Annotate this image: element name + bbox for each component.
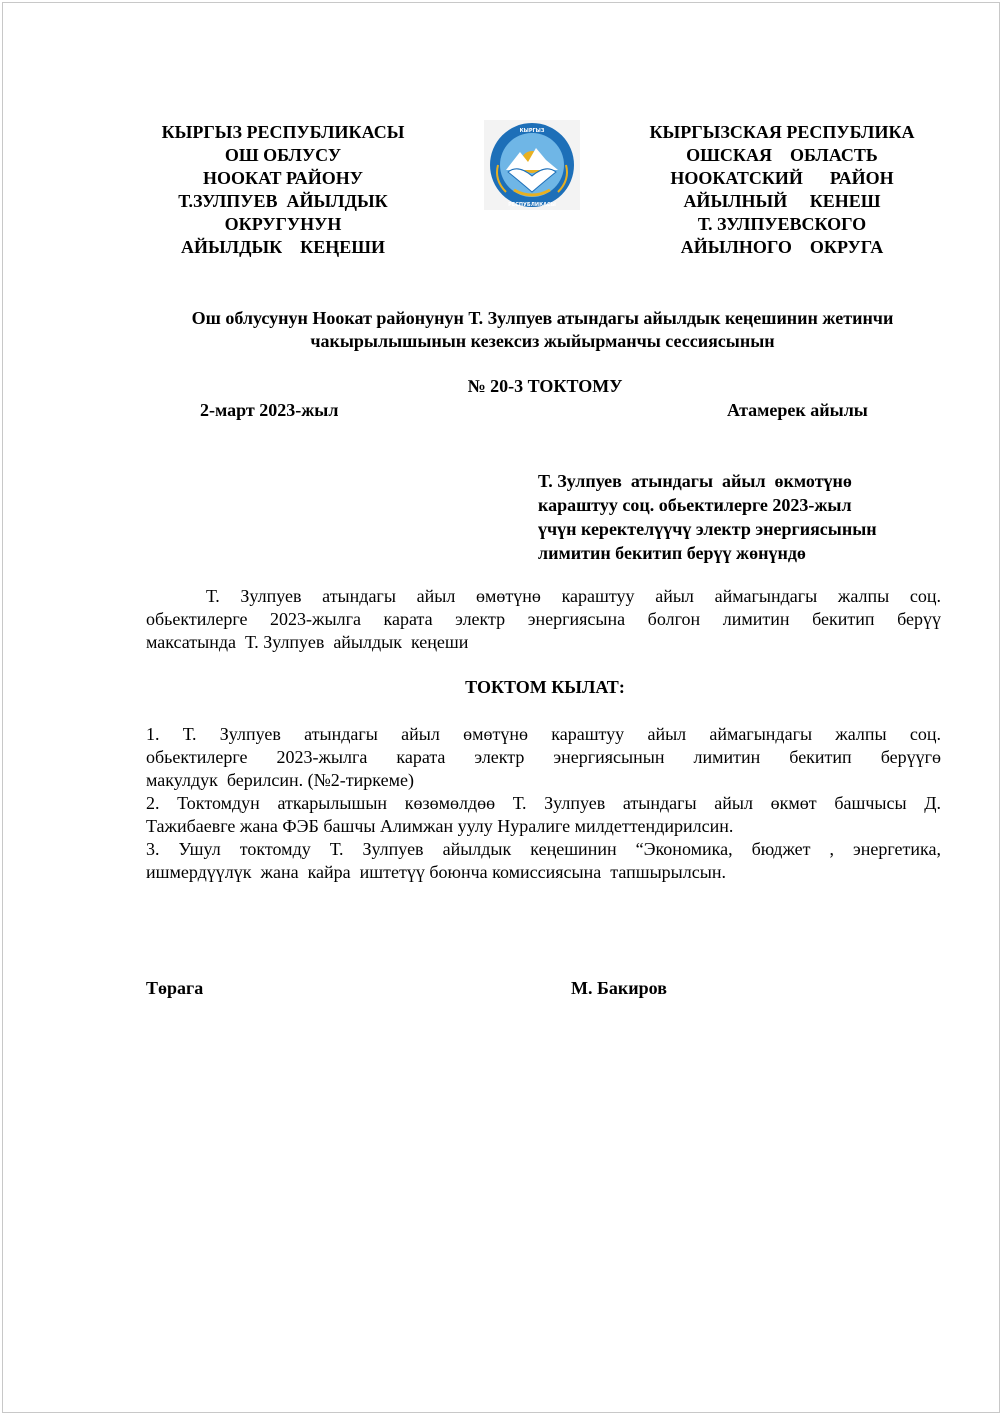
title-line-1: Ош облусунун Ноокат районунун Т. Зулпуев атындагы айылдык кеңешинин жетинчи bbox=[191, 308, 894, 328]
document-title bbox=[120, 307, 965, 353]
header-left-line: Т.ЗУЛПУЕВ АЙЫЛДЫК bbox=[178, 191, 388, 211]
header-left-line: НООКАТ РАЙОНУ bbox=[203, 168, 363, 188]
decree-number: № 20-3 ТОКТОМУ bbox=[467, 376, 623, 396]
subject-line: үчүн керектелүүчү электр энергиясынын bbox=[538, 519, 877, 539]
header-left-line: ОШ ОБЛУСУ bbox=[224, 145, 342, 165]
svg-text:РЕСПУБЛИКАСЫ: РЕСПУБЛИКАСЫ bbox=[508, 202, 556, 208]
signature-name: М. Бакиров bbox=[571, 978, 667, 998]
header-left-line: КЫРГЫЗ РЕСПУБЛИКАСЫ bbox=[161, 122, 405, 142]
signature-role: Төрага bbox=[146, 978, 204, 998]
header-left-line: АЙЫЛДЫК КЕҢЕШИ bbox=[180, 237, 386, 257]
preamble-line: максатында Т. Зулпуев айылдык кеңеши bbox=[146, 632, 469, 652]
item-1-line: макулдук берилсин. (№2-тиркеме) bbox=[146, 770, 414, 790]
header-right-russian bbox=[612, 121, 952, 259]
header-left-line: ОКРУГУНУН bbox=[224, 214, 342, 234]
decree-subject bbox=[538, 469, 938, 565]
item-2-line: Тажибаевге жана ФЭБ башчы Алимжан уулу Нуралиге милдеттендирилсин. bbox=[146, 816, 734, 836]
resolve-heading: ТОКТОМ КЫЛАТ: bbox=[465, 677, 625, 697]
header-right-line: КЫРГЫЗСКАЯ РЕСПУБЛИКА bbox=[649, 122, 915, 142]
preamble-line: Т. Зулпуев атындагы айыл өмөтүнө караштуу айыл аймагындагы жалпы соц. bbox=[206, 586, 941, 606]
header-right-line: Т. ЗУЛПУЕВСКОГО bbox=[697, 214, 867, 234]
subject-line: караштуу соц. обьектилерге 2023-жыл bbox=[538, 495, 852, 515]
decree-place: Атамерек айылы bbox=[727, 400, 868, 420]
subject-line: Т. Зулпуев атындагы айыл өкмотүнө bbox=[538, 471, 852, 491]
header-right-line: АЙЫЛНЫЙ КЕНЕШ bbox=[683, 191, 881, 211]
svg-text:КЫРГЫЗ: КЫРГЫЗ bbox=[519, 128, 545, 134]
item-3-line: 3. Ушул токтомду Т. Зулпуев айылдык кеңешинин “Экономика, бюджет , энергетика, bbox=[146, 839, 941, 859]
header-right-line: АЙЫЛНОГО ОКРУГА bbox=[680, 237, 884, 257]
subject-line: лимитин бекитип берүү жөнүндө bbox=[538, 543, 806, 563]
state-emblem-icon bbox=[484, 120, 580, 210]
title-line-2: чакырылышынын кезексиз жыйырманчы сессиясынын bbox=[310, 331, 775, 351]
preamble-line: обьектилерге 2023-жылга карата электр энергиясына болгон лимитин бекитип берүү bbox=[146, 609, 941, 629]
header-right-line: ОШСКАЯ ОБЛАСТЬ bbox=[686, 145, 878, 165]
item-1-line: обьектилерге 2023-жылга карата электр энергиясынын лимитин бекитип берүүгө bbox=[146, 747, 941, 767]
preamble-paragraph bbox=[146, 585, 941, 654]
decree-date: 2-март 2023-жыл bbox=[200, 400, 339, 420]
decree-items bbox=[146, 723, 941, 884]
item-2-line: 2. Токтомдун аткарылышын көзөмөлдөө Т. Зулпуев атындагы айыл өкмөт башчысы Д. bbox=[146, 793, 941, 813]
header-left-kyrgyz bbox=[133, 121, 433, 259]
header-right-line: НООКАТСКИЙ РАЙОН bbox=[670, 168, 894, 188]
item-1-line: 1. Т. Зулпуев атындагы айыл өмөтүнө караштуу айыл аймагындагы жалпы соц. bbox=[146, 724, 941, 744]
item-3-line: ишмердүүлүк жана кайра иштетүү боюнча комиссиясына тапшырылсын. bbox=[146, 862, 726, 882]
